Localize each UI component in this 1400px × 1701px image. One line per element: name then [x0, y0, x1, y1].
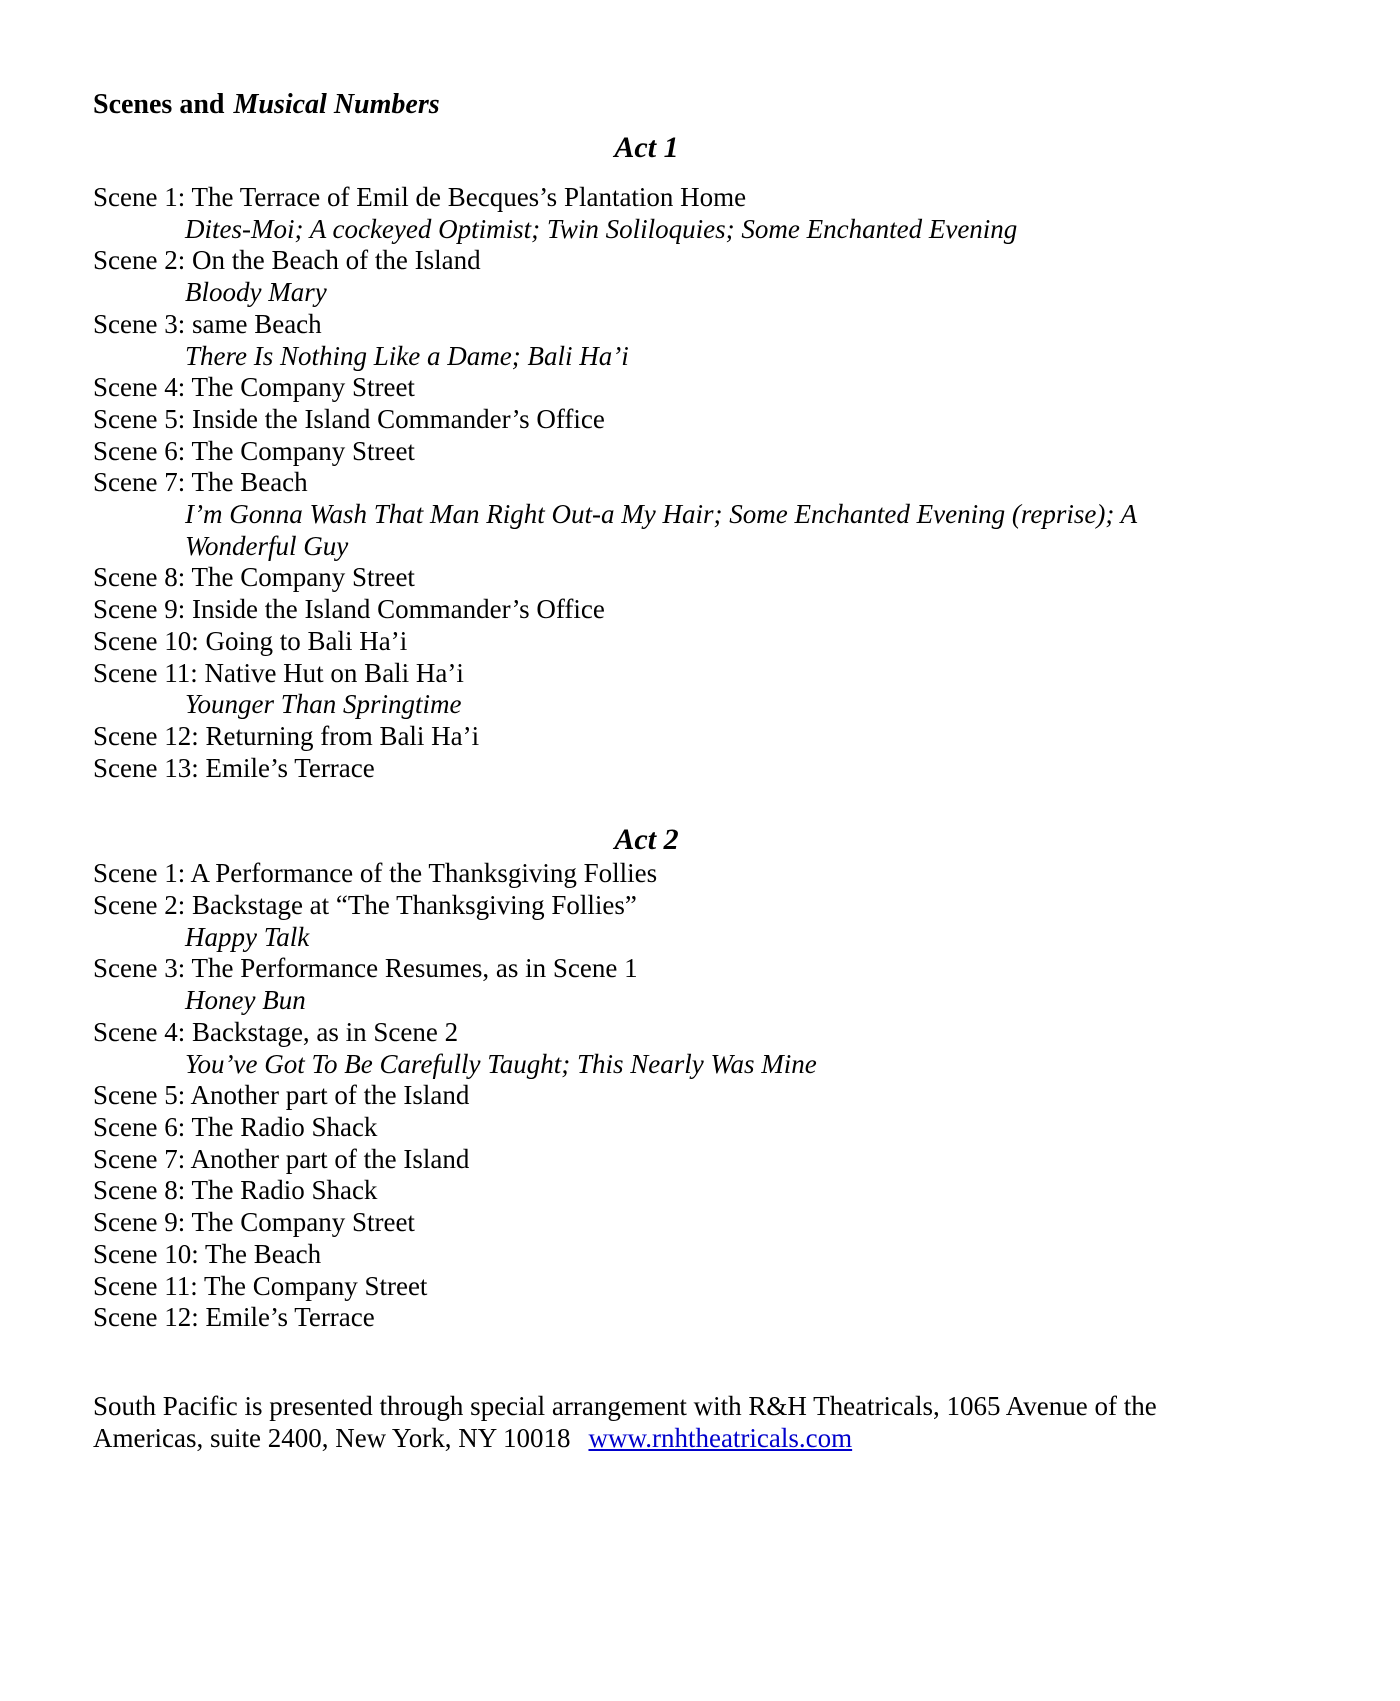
act-1-heading: Act 1	[614, 131, 679, 164]
scene-line: Scene 9: Inside the Island Commander’s Office	[93, 594, 605, 625]
song-line: Honey Bun	[185, 985, 306, 1016]
scene-line: Scene 3: same Beach	[93, 308, 322, 339]
song-line: Younger Than Springtime	[185, 689, 462, 720]
song-line: Bloody Mary	[185, 277, 327, 308]
theatricals-link[interactable]: www.rnhtheatricals.com	[588, 1422, 853, 1453]
scene-line: Scene 10: The Beach	[93, 1238, 322, 1269]
scene-line: Scene 9: The Company Street	[93, 1207, 415, 1238]
license-note	[93, 1390, 1200, 1454]
scene-line: Scene 2: On the Beach of the Island	[93, 245, 481, 276]
scene-line: Scene 2: Backstage at “The Thanksgiving Follies”	[93, 890, 637, 921]
song-line: I’m Gonna Wash That Man Right Out-a My Hair; Some Enchanted Evening (reprise); A Wonderful Guy	[185, 499, 1137, 561]
scene-line: Scene 8: The Company Street	[93, 562, 415, 593]
act-2-lines	[93, 858, 1200, 1334]
song-line: There Is Nothing Like a Dame; Bali Ha’i	[185, 340, 629, 371]
scene-line: Scene 8: The Radio Shack	[93, 1175, 378, 1206]
scene-line: Scene 1: The Terrace of Emil de Becques’s Plantation Home	[93, 182, 747, 212]
page-title-main: Scenes and	[93, 89, 225, 120]
scene-line: Scene 1: A Performance of the Thanksgiving Follies	[93, 858, 658, 889]
scene-line: Scene 7: Another part of the Island	[93, 1143, 470, 1174]
scene-line: Scene 10: Going to Bali Ha’i	[93, 625, 408, 656]
scene-line: Scene 3: The Performance Resumes, as in Scene 1	[93, 953, 638, 984]
act-1-section	[93, 130, 1200, 784]
license-text: South Pacific is presented through special arrangement with R&H Theatricals, 1065 Avenue of the Americas, suite 2400, New York, NY 10018	[93, 1390, 1157, 1453]
scene-line: Scene 13: Emile’s Terrace	[93, 752, 375, 783]
scene-line: Scene 11: The Company Street	[93, 1270, 428, 1301]
scene-line: Scene 11: Native Hut on Bali Ha’i	[93, 657, 464, 688]
page-title	[93, 88, 1200, 122]
scene-line: Scene 4: Backstage, as in Scene 2	[93, 1016, 459, 1047]
song-line: Dites-Moi; A cockeyed Optimist; Twin Soliloquies; Some Enchanted Evening	[185, 213, 1018, 244]
scene-line: Scene 5: Inside the Island Commander’s Office	[93, 403, 605, 434]
scene-line: Scene 12: Emile’s Terrace	[93, 1302, 375, 1333]
act-1-lines	[93, 182, 1200, 784]
song-line: Happy Talk	[185, 921, 310, 952]
act-2-section	[93, 822, 1200, 1334]
scene-line: Scene 7: The Beach	[93, 467, 308, 498]
scene-line: Scene 5: Another part of the Island	[93, 1080, 470, 1111]
scene-line: Scene 6: The Radio Shack	[93, 1111, 378, 1142]
page-title-accent: Musical Numbers	[233, 89, 440, 120]
scene-line: Scene 6: The Company Street	[93, 435, 415, 466]
act-2-heading: Act 2	[614, 823, 679, 857]
scene-line: Scene 4: The Company Street	[93, 372, 415, 403]
song-line: You’ve Got To Be Carefully Taught; This Nearly Was Mine	[185, 1048, 817, 1079]
scene-line: Scene 12: Returning from Bali Ha’i	[93, 720, 480, 751]
